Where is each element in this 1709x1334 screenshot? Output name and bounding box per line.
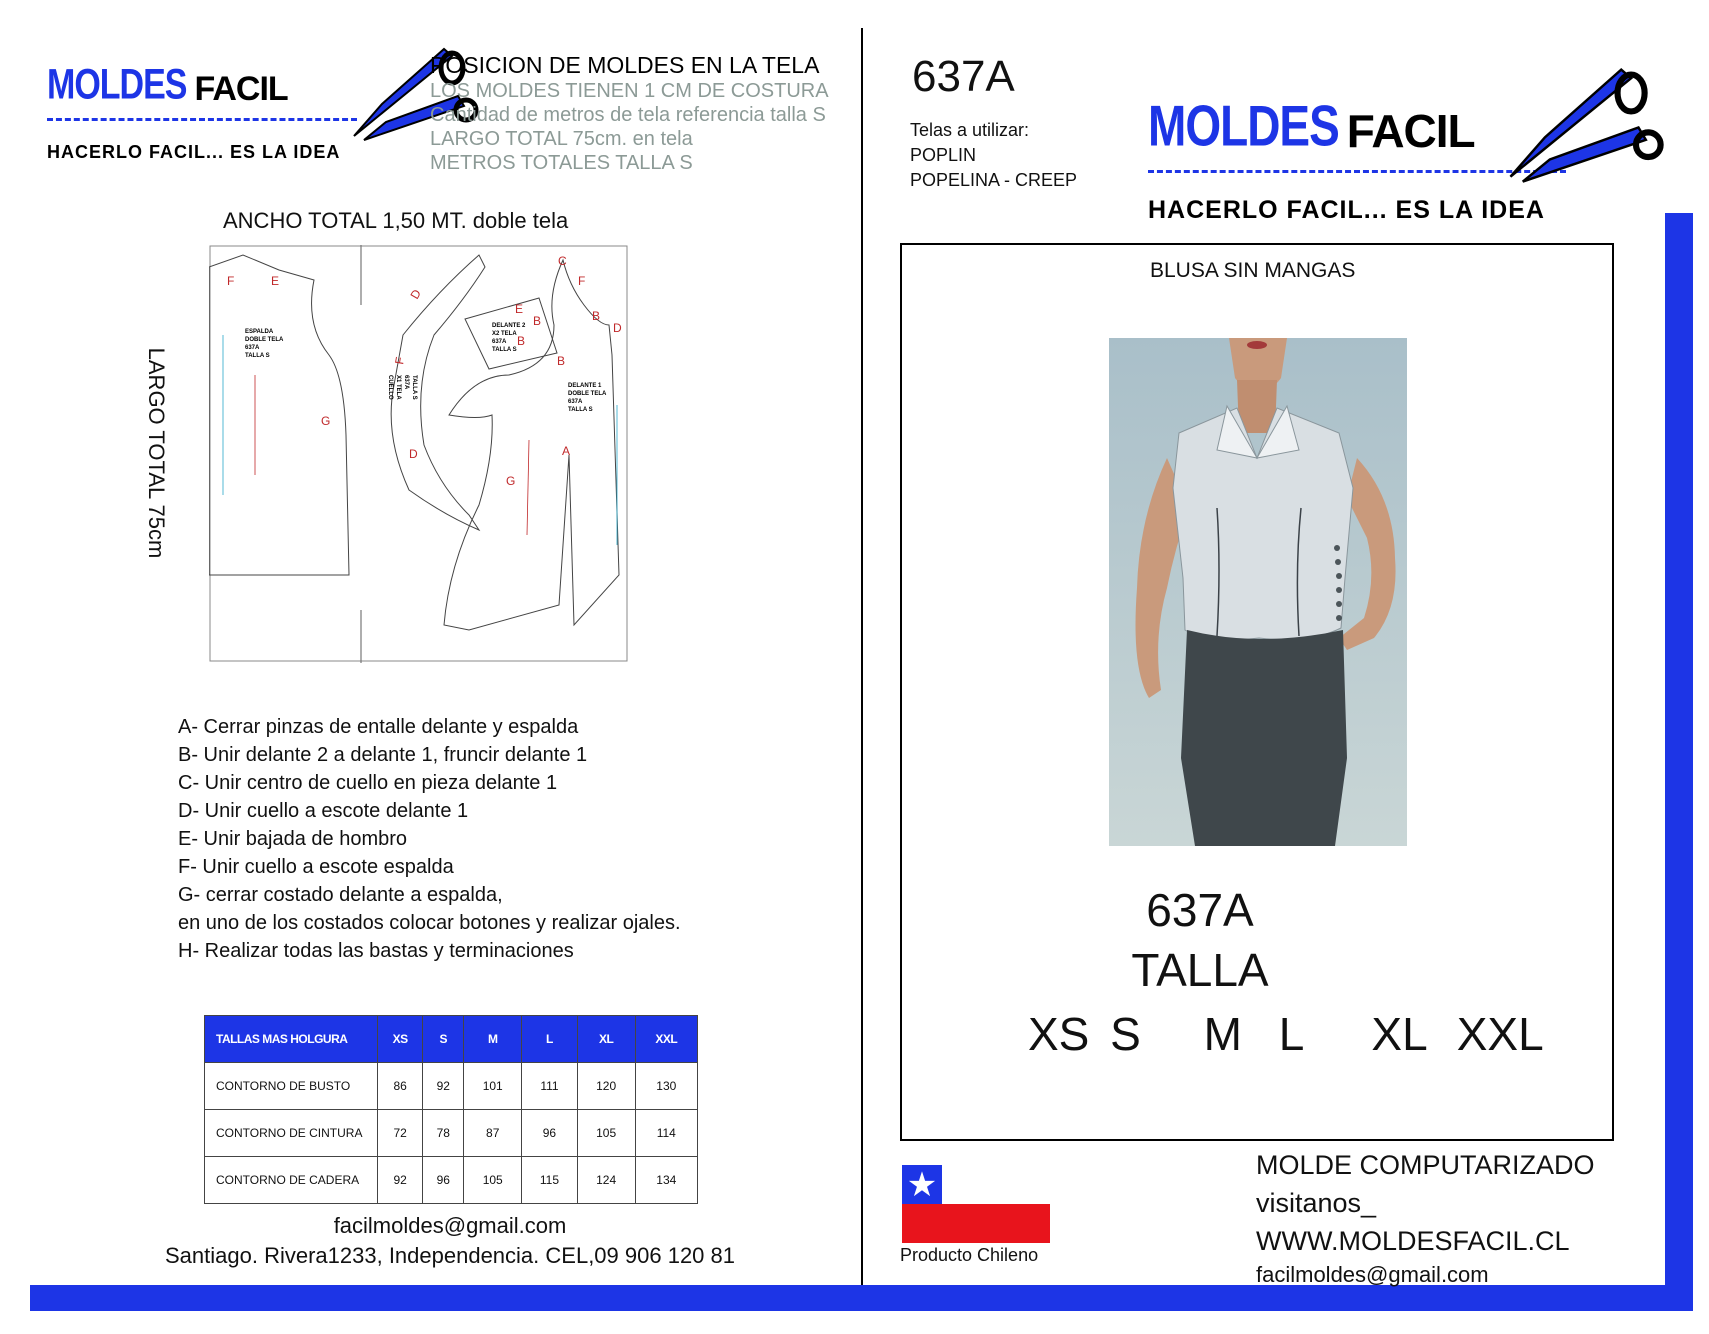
card-code: 637A [1146,884,1254,936]
scissors-icon [1508,60,1668,190]
right-code: 637A [912,52,1015,101]
svg-text:CUELLO: CUELLO [387,375,393,400]
table-cell: 114 [635,1110,697,1157]
svg-text:ESPALDA: ESPALDA [245,329,274,335]
logo-dashline [47,118,357,126]
fabrics-title: Telas a utilizar: [910,120,1030,140]
right-logo [1148,92,1668,238]
table-cell: 92 [378,1157,423,1204]
table-cell: 78 [423,1110,464,1157]
table-cell: 87 [464,1110,522,1157]
table-cell: 72 [378,1110,423,1157]
table-cell: 105 [577,1110,635,1157]
svg-text:637A: 637A [492,339,507,345]
svg-text:DELANTE 1: DELANTE 1 [568,383,602,389]
instruction-d: D- Unir cuello a escote delante 1 [178,800,469,822]
size-label: S [1110,1008,1141,1060]
row-label: CONTORNO DE CADERA [205,1157,378,1204]
right-footer [1256,1146,1595,1290]
svg-text:B: B [592,309,601,323]
table-cell: 111 [522,1063,578,1110]
svg-text:B: B [533,314,542,328]
svg-text:DOBLE TELA: DOBLE TELA [245,337,284,343]
row-label: CONTORNO DE CINTURA [205,1110,378,1157]
header-title: POSICION DE MOLDES EN LA TELA [430,52,820,78]
table-cell: 124 [577,1157,635,1204]
instruction-f: F- Unir cuello a escote espalda [178,856,454,878]
svg-text:637A: 637A [568,399,583,405]
size-label: XS [1028,1008,1090,1060]
card-sizes [1028,1007,1544,1061]
table-header-row [205,1016,698,1063]
size-label: L [1278,1008,1303,1060]
svg-text:B: B [517,334,526,348]
svg-text:F: F [227,274,235,288]
svg-text:X2 TELA: X2 TELA [492,331,517,337]
svg-text:TALLA S: TALLA S [411,375,417,400]
logo-word-facil: FACIL [1346,105,1475,157]
svg-text:637A: 637A [403,375,409,390]
table-row [205,1063,698,1110]
svg-text:E: E [515,302,524,316]
card-talla: TALLA [1131,944,1269,996]
table-header: TALLAS MAS HOLGURA [205,1016,378,1063]
fabric-item: POPELINA - CREEP [910,170,1078,190]
header-line2: Cantidad de metros de tela referencia talla S [430,104,826,126]
garment-title: BLUSA SIN MANGAS [1150,259,1356,282]
logo-word-facil: FACIL [194,70,288,108]
footer-visit: visitanos_ [1256,1188,1377,1218]
fabric-item: POPLIN [910,145,977,165]
note-delante1 [568,383,607,413]
svg-text:F: F [578,274,586,288]
table-cell: 86 [378,1063,423,1110]
svg-text:A: A [562,444,571,458]
instruction-a: A- Cerrar pinzas de entalle delante y espalda [178,716,579,738]
svg-text:D: D [613,321,622,335]
svg-text:637A: 637A [245,345,260,351]
width-label: ANCHO TOTAL 1,50 MT. doble tela [223,208,569,233]
left-header [430,52,860,175]
table-cell: 115 [522,1157,578,1204]
svg-text:G: G [506,474,516,488]
right-blue-bar [1665,213,1693,1311]
table-header: XXL [635,1016,697,1063]
piece-cuello [391,255,485,530]
flag-caption: Producto Chileno [900,1245,1039,1265]
logo-word-moldes: MOLDES [47,61,187,109]
size-label: M [1203,1008,1242,1060]
table-header: XL [577,1016,635,1063]
svg-text:D: D [407,286,424,302]
left-footer-address: Santiago. Rivera1233, Independencia. CEL,09 906 120 81 [165,1243,735,1268]
svg-text:G: G [321,414,331,428]
header-line4: METROS TOTALES TALLA S [430,152,693,174]
svg-text:TALLA S: TALLA S [492,347,517,353]
flag-red-stripe [902,1204,1050,1243]
chile-flag [902,1165,1050,1243]
svg-text:TALLA S: TALLA S [568,407,593,413]
svg-text:DELANTE 2: DELANTE 2 [492,323,526,329]
table-cell: 130 [635,1063,697,1110]
model-illustration [1109,338,1407,846]
svg-text:X1 TELA: X1 TELA [395,375,401,400]
instruction-c: C- Unir centro de cuello en pieza delante 1 [178,772,558,794]
table-cell: 96 [522,1110,578,1157]
instruction-b: B- Unir delante 2 a delante 1, fruncir delante 1 [178,744,588,766]
footer-molde: MOLDE COMPUTARIZADO [1256,1150,1595,1180]
pattern-layout [209,245,629,663]
size-label: XL [1371,1008,1426,1060]
svg-text:C: C [558,254,567,268]
table-cell: 101 [464,1063,522,1110]
svg-text:F: F [392,355,408,366]
svg-text:E: E [271,274,280,288]
note-espalda [245,329,284,359]
logo-slogan: HACERLO FACIL... ES LA IDEA [47,142,341,162]
center-divider [861,28,863,1310]
logo-slogan: HACERLO FACIL... ES LA IDEA [1148,196,1545,224]
logo-word-moldes: MOLDES [1148,92,1339,158]
length-label: LARGO TOTAL 75cm [144,347,169,559]
svg-text:DOBLE TELA: DOBLE TELA [568,391,607,397]
table-cell: 92 [423,1063,464,1110]
note-cuello [387,375,417,400]
footer-website-link[interactable]: WWW.MOLDESFACIL.CL [1256,1226,1570,1256]
size-table [204,1015,698,1204]
product-card [900,243,1614,1141]
table-cell: 120 [577,1063,635,1110]
svg-text:B: B [557,354,566,368]
svg-text:TALLA S: TALLA S [245,353,270,359]
table-header: S [423,1016,464,1063]
fabrics [910,118,1077,193]
row-label: CONTORNO DE BUSTO [205,1063,378,1110]
table-header: L [522,1016,578,1063]
instruction-h: H- Realizar todas las bastas y terminaciones [178,940,574,962]
instruction-e: E- Unir bajada de hombro [178,828,408,850]
table-cell: 134 [635,1157,697,1204]
logo-dashline [1148,170,1566,178]
left-logo [47,61,427,172]
footer-email-link[interactable]: facilmoldes@gmail.com [1256,1262,1489,1287]
instruction-g2: en uno de los costados colocar botones y realizar ojales. [178,912,681,934]
table-cell: 96 [423,1157,464,1204]
table-cell: 105 [464,1157,522,1204]
size-label: XXL [1456,1008,1544,1060]
table-header: XS [378,1016,423,1063]
flag-canton [902,1165,942,1204]
star-icon: ★ [906,1165,938,1204]
table-row [205,1110,698,1157]
header-line3: LARGO TOTAL 75cm. en tela [430,128,693,150]
instructions [178,716,681,968]
svg-text:D: D [409,447,418,461]
header-line1: LOS MOLDES TIENEN 1 CM DE COSTURA [430,80,829,102]
instruction-g: G- cerrar costado delante a espalda, [178,884,503,906]
left-footer-email[interactable]: facilmoldes@gmail.com [333,1213,567,1238]
table-row [205,1157,698,1204]
table-header: M [464,1016,522,1063]
